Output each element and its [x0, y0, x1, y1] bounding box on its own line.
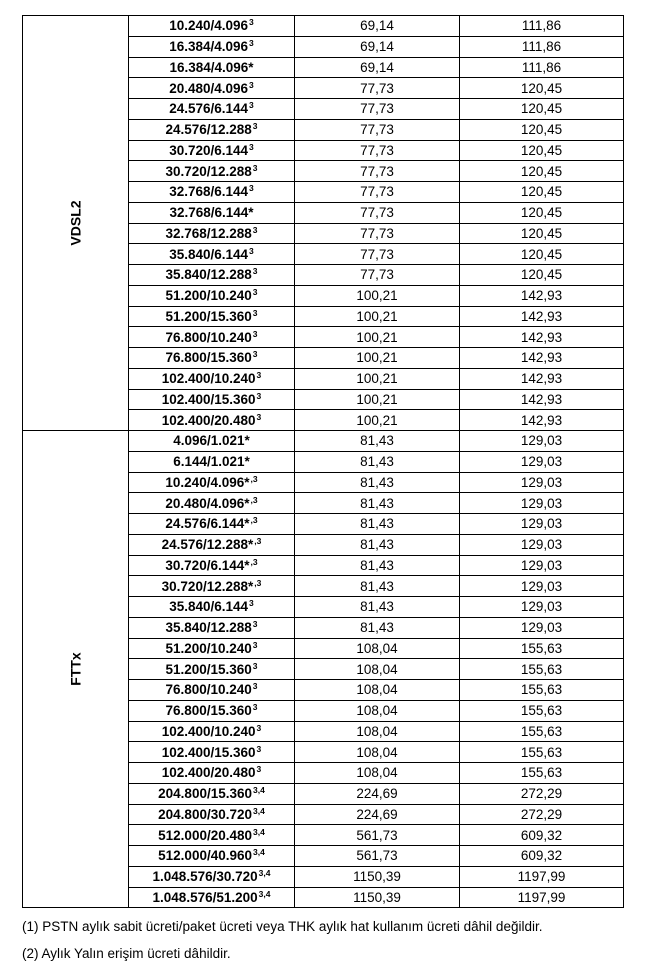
speed-value: 20.480/4.096*: [165, 495, 250, 511]
speed-value: 204.800/30.720: [158, 806, 252, 822]
fee-cell-2: 120,45: [460, 265, 624, 286]
fee-cell-1: 108,04: [295, 700, 460, 721]
footnote-ref: 3: [249, 17, 254, 28]
speed-cell: [129, 78, 295, 99]
fee-cell-2: 111,86: [460, 57, 624, 78]
fee-cell-2: 129,03: [460, 617, 624, 638]
fee-cell-1: 100,21: [295, 368, 460, 389]
speed-value: 10.240/4.096: [169, 18, 249, 34]
fee-cell-2: 120,45: [460, 244, 624, 265]
fee-cell-1: 100,21: [295, 348, 460, 369]
footnote-ref: 3: [252, 162, 258, 173]
fee-cell-2: 120,45: [460, 161, 624, 182]
fee-cell-2: 129,03: [460, 431, 624, 452]
fee-cell-1: 77,73: [295, 119, 460, 140]
speed-value: 76.800/15.360: [165, 703, 252, 719]
group-cell-fttx: [23, 431, 129, 908]
speed-cell: [129, 306, 295, 327]
speed-cell: [129, 223, 295, 244]
speed-value: 16.384/4.096*: [169, 59, 254, 75]
footnote-ref: 3: [252, 266, 258, 277]
fee-cell-2: 111,86: [460, 36, 624, 57]
speed-cell: [129, 16, 295, 37]
fee-cell-1: 81,43: [295, 617, 460, 638]
speed-cell: [129, 472, 295, 493]
fee-cell-2: 120,45: [460, 140, 624, 161]
speed-cell: [129, 36, 295, 57]
fee-cell-2: 1197,99: [460, 866, 624, 887]
speed-value: 102.400/15.360: [161, 391, 256, 407]
fee-cell-1: 561,73: [295, 825, 460, 846]
footnote-ref: 3: [256, 411, 262, 422]
fee-cell-1: 1150,39: [295, 866, 460, 887]
speed-value: 24.576/6.144*: [165, 516, 250, 532]
fee-cell-2: 129,03: [460, 555, 624, 576]
footnote-ref: 3: [256, 390, 262, 401]
footnote-ref: 3: [252, 660, 258, 671]
fee-cell-2: 142,93: [460, 285, 624, 306]
fee-cell-1: 77,73: [295, 223, 460, 244]
footnote-ref: 3: [252, 349, 258, 360]
fee-cell-1: 81,43: [295, 431, 460, 452]
fee-cell-2: 142,93: [460, 368, 624, 389]
table-row: [23, 431, 624, 452]
fee-cell-2: 155,63: [460, 659, 624, 680]
footnote-ref: 3: [249, 183, 254, 194]
speed-value: 204.800/15.360: [158, 786, 252, 802]
footnote-ref: 3: [249, 141, 254, 152]
group-cell-vdsl2: [23, 16, 129, 431]
speed-cell: [129, 285, 295, 306]
speed-cell: [129, 119, 295, 140]
footnote-1: (1) PSTN aylık sabit ücreti/paket ücreti veya THK aylık hat kullanım ücreti dâhil değildir.: [22, 919, 543, 934]
speed-cell: [129, 244, 295, 265]
speed-cell: [129, 202, 295, 223]
footnote-ref: 3,4: [258, 868, 271, 879]
speed-value: 30.720/12.288*: [161, 578, 254, 594]
speed-value: 16.384/4.096: [169, 39, 249, 55]
fee-cell-1: 77,73: [295, 265, 460, 286]
speed-cell: [129, 514, 295, 535]
speed-cell: [129, 700, 295, 721]
footnote-ref: 3: [256, 370, 262, 381]
speed-value: 30.720/12.288: [165, 163, 252, 179]
fee-cell-2: 155,63: [460, 638, 624, 659]
fee-cell-2: 120,45: [460, 119, 624, 140]
fee-cell-1: 77,73: [295, 244, 460, 265]
speed-value: 35.840/12.288: [165, 620, 252, 636]
speed-cell: [129, 846, 295, 867]
footnote-ref: ,3: [250, 515, 258, 526]
speed-cell: [129, 182, 295, 203]
speed-value: 51.200/10.240: [165, 640, 252, 656]
speed-cell: [129, 410, 295, 431]
speed-value: 76.800/15.360: [165, 350, 252, 366]
speed-cell: [129, 431, 295, 452]
fee-cell-1: 108,04: [295, 680, 460, 701]
footnote-ref: ,3: [250, 473, 258, 484]
speed-value: 102.400/10.240: [161, 723, 256, 739]
speed-cell: [129, 680, 295, 701]
fee-cell-2: 609,32: [460, 825, 624, 846]
fee-cell-1: 100,21: [295, 285, 460, 306]
speed-value: 102.400/15.360: [161, 744, 256, 760]
fee-cell-2: 129,03: [460, 534, 624, 555]
footnote-ref: 3,4: [253, 847, 265, 858]
fee-cell-2: 120,45: [460, 99, 624, 120]
fee-cell-1: 108,04: [295, 742, 460, 763]
speed-value: 102.400/20.480: [161, 412, 256, 428]
speed-cell: [129, 534, 295, 555]
footnote-ref: ,3: [250, 556, 258, 567]
speed-cell: [129, 576, 295, 597]
speed-value: 512.000/40.960: [158, 848, 252, 864]
footnote-ref: ,3: [250, 494, 258, 505]
speed-cell: [129, 140, 295, 161]
footnote-ref: 3: [256, 722, 262, 733]
tariff-table-body: [23, 16, 624, 908]
fee-cell-2: 129,03: [460, 472, 624, 493]
speed-cell: [129, 99, 295, 120]
fee-cell-1: 81,43: [295, 555, 460, 576]
fee-cell-1: 81,43: [295, 534, 460, 555]
speed-value: 32.768/6.144*: [169, 205, 254, 221]
fee-cell-2: 609,32: [460, 846, 624, 867]
speed-cell: [129, 742, 295, 763]
speed-value: 32.768/12.288: [165, 225, 252, 241]
footnote-ref: 3,4: [253, 785, 265, 796]
footnote-ref: 3: [249, 245, 254, 256]
fee-cell-1: 1150,39: [295, 887, 460, 908]
footnote-ref: 3,4: [258, 888, 271, 899]
footnote-ref: 3: [256, 743, 262, 754]
fee-cell-2: 155,63: [460, 763, 624, 784]
fee-cell-1: 108,04: [295, 763, 460, 784]
footnote-ref: ,3: [254, 536, 262, 547]
speed-value: 51.200/10.240: [165, 288, 252, 304]
speed-value: 32.768/6.144: [169, 184, 249, 200]
speed-cell: [129, 783, 295, 804]
speed-cell: [129, 161, 295, 182]
fee-cell-2: 120,45: [460, 182, 624, 203]
fee-cell-2: 129,03: [460, 493, 624, 514]
footnote-ref: 3: [252, 702, 258, 713]
speed-cell: [129, 825, 295, 846]
fee-cell-1: 224,69: [295, 804, 460, 825]
speed-cell: [129, 493, 295, 514]
fee-cell-1: 77,73: [295, 161, 460, 182]
speed-value: 24.576/12.288*: [161, 537, 254, 553]
fee-cell-2: 111,86: [460, 16, 624, 37]
speed-cell: [129, 265, 295, 286]
footnote-ref: 3,4: [253, 805, 265, 816]
speed-value: 24.576/12.288: [165, 122, 252, 138]
fee-cell-2: 155,63: [460, 680, 624, 701]
speed-value: 35.840/12.288: [165, 267, 252, 283]
fee-cell-1: 69,14: [295, 57, 460, 78]
speed-cell: [129, 721, 295, 742]
speed-value: 76.800/10.240: [165, 329, 252, 345]
fee-cell-1: 77,73: [295, 140, 460, 161]
footnote-ref: 3: [252, 639, 258, 650]
speed-value: 10.240/4.096*: [165, 474, 250, 490]
footnote-ref: 3: [252, 121, 258, 132]
speed-cell: [129, 368, 295, 389]
footnote-ref: 3: [252, 328, 258, 339]
fee-cell-1: 224,69: [295, 783, 460, 804]
speed-value: 20.480/4.096: [169, 80, 249, 96]
fee-cell-2: 155,63: [460, 700, 624, 721]
fee-cell-1: 561,73: [295, 846, 460, 867]
speed-cell: [129, 57, 295, 78]
speed-value: 30.720/6.144: [169, 142, 249, 158]
speed-cell: [129, 451, 295, 472]
footnote-2: (2) Aylık Yalın erişim ücreti dâhildir.: [22, 946, 231, 961]
speed-value: 512.000/20.480: [158, 827, 252, 843]
fee-cell-2: 129,03: [460, 576, 624, 597]
speed-value: 51.200/15.360: [165, 661, 252, 677]
speed-value: 30.720/6.144*: [165, 557, 250, 573]
fee-cell-2: 142,93: [460, 389, 624, 410]
fee-cell-1: 69,14: [295, 16, 460, 37]
speed-cell: [129, 327, 295, 348]
footnote-ref: ,3: [254, 577, 262, 588]
speed-value: 24.576/6.144: [169, 101, 249, 117]
speed-value: 1.048.576/51.200: [152, 889, 258, 905]
speed-cell: [129, 617, 295, 638]
fee-cell-1: 77,73: [295, 78, 460, 99]
speed-value: 35.840/6.144: [169, 246, 249, 262]
fee-cell-1: 77,73: [295, 99, 460, 120]
speed-cell: [129, 389, 295, 410]
footnote-ref: 3: [249, 38, 254, 49]
table-row: [23, 16, 624, 37]
fee-cell-2: 129,03: [460, 451, 624, 472]
footnote-ref: 3: [252, 224, 258, 235]
fee-cell-2: 142,93: [460, 348, 624, 369]
fee-cell-2: 155,63: [460, 721, 624, 742]
speed-value: 76.800/10.240: [165, 682, 252, 698]
footnote-ref: 3: [252, 681, 258, 692]
fee-cell-2: 142,93: [460, 327, 624, 348]
fee-cell-2: 1197,99: [460, 887, 624, 908]
fee-cell-2: 142,93: [460, 410, 624, 431]
fee-cell-1: 69,14: [295, 36, 460, 57]
fee-cell-2: 272,29: [460, 804, 624, 825]
fee-cell-1: 81,43: [295, 472, 460, 493]
fee-cell-2: 129,03: [460, 597, 624, 618]
speed-value: 4.096/1.021*: [173, 433, 250, 449]
fee-cell-1: 100,21: [295, 410, 460, 431]
fee-cell-1: 77,73: [295, 182, 460, 203]
fee-cell-1: 81,43: [295, 514, 460, 535]
fee-cell-1: 108,04: [295, 659, 460, 680]
fee-cell-2: 120,45: [460, 78, 624, 99]
fee-cell-1: 100,21: [295, 327, 460, 348]
footnote-ref: 3: [252, 307, 258, 318]
footnote-ref: 3: [249, 79, 254, 90]
group-label: FTTx: [67, 652, 83, 686]
speed-value: 1.048.576/30.720: [152, 869, 258, 885]
speed-value: 35.840/6.144: [169, 599, 249, 615]
fee-cell-1: 81,43: [295, 451, 460, 472]
tariff-table: [22, 15, 624, 908]
footnote-ref: 3,4: [253, 826, 265, 837]
fee-cell-1: 77,73: [295, 202, 460, 223]
footnote-ref: 3: [249, 598, 254, 609]
speed-value: 102.400/10.240: [161, 371, 256, 387]
fee-cell-1: 100,21: [295, 389, 460, 410]
speed-cell: [129, 597, 295, 618]
fee-cell-2: 129,03: [460, 514, 624, 535]
fee-cell-1: 108,04: [295, 721, 460, 742]
speed-cell: [129, 348, 295, 369]
speed-cell: [129, 638, 295, 659]
speed-cell: [129, 555, 295, 576]
fee-cell-1: 81,43: [295, 576, 460, 597]
footnote-ref: 3: [249, 100, 254, 111]
fee-cell-1: 81,43: [295, 493, 460, 514]
group-label: VDSL2: [67, 200, 83, 246]
fee-cell-1: 81,43: [295, 597, 460, 618]
fee-cell-2: 120,45: [460, 202, 624, 223]
speed-cell: [129, 866, 295, 887]
footnotes: [22, 918, 632, 972]
footnote-ref: 3: [256, 764, 262, 775]
speed-value: 6.144/1.021*: [173, 454, 250, 470]
fee-cell-1: 100,21: [295, 306, 460, 327]
fee-cell-2: 155,63: [460, 742, 624, 763]
speed-cell: [129, 763, 295, 784]
speed-cell: [129, 887, 295, 908]
speed-value: 51.200/15.360: [165, 308, 252, 324]
fee-cell-2: 120,45: [460, 223, 624, 244]
fee-cell-2: 272,29: [460, 783, 624, 804]
fee-cell-1: 108,04: [295, 638, 460, 659]
speed-value: 102.400/20.480: [161, 765, 256, 781]
footnote-ref: 3: [252, 619, 258, 630]
footnote-ref: 3: [252, 287, 258, 298]
speed-cell: [129, 804, 295, 825]
fee-cell-2: 142,93: [460, 306, 624, 327]
speed-cell: [129, 659, 295, 680]
